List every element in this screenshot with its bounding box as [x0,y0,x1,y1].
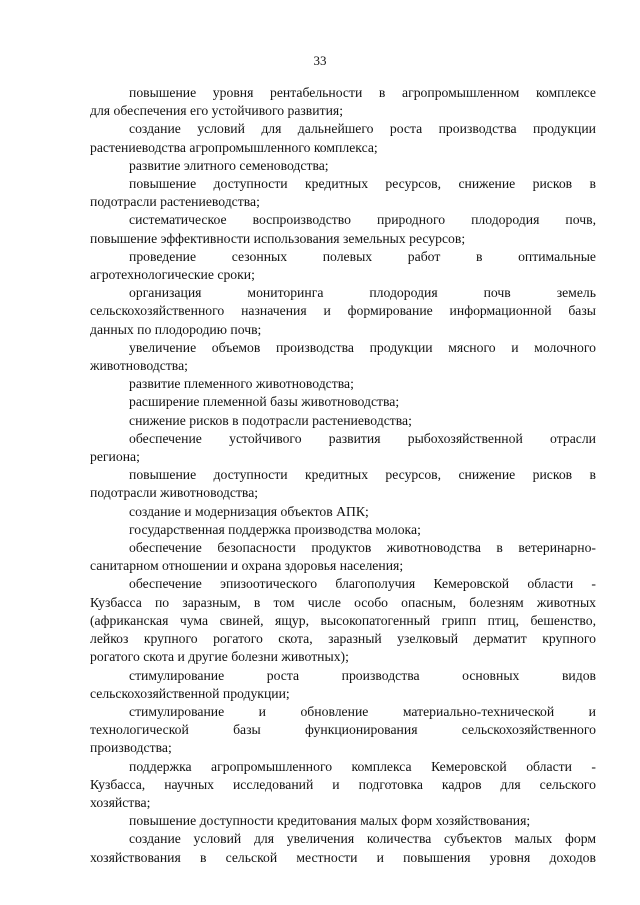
paragraph [90,521,596,539]
text-line: развитие племенного животноводства; [129,376,354,392]
text-line: рогатого скота и другие болезни животных); [90,649,349,665]
text-line: технологической базы функционирования сельскохозяйственного [90,722,596,738]
text-line: хозяйствования в сельской местности и повышения уровня доходов [90,849,596,865]
text-line: обеспечение безопасности продуктов животноводства в ветеринарно- [129,540,596,556]
text-line: увеличение объемов производства продукции мясного и молочного [129,339,596,355]
text-line: (африканская чума свиней, ящур, высокопатогенный грипп птиц, бешенство, [90,612,596,628]
text-line: проведение сезонных полевых работ в оптимальные [129,248,596,264]
text-line: стимулирование роста производства основных видов [129,667,596,683]
paragraph [90,539,596,575]
text-line: организация мониторинга плодородия почв земель [129,285,596,301]
text-line: стимулирование и обновление материально-технической и [129,703,596,719]
paragraph [90,175,596,211]
paragraph [90,703,596,758]
text-line: обеспечение устойчивого развития рыбохозяйственной отрасли [129,430,596,446]
text-line: поддержка агропромышленного комплекса Кемеровской области - [129,758,596,774]
text-line: подотрасли растениеводства; [90,194,260,210]
paragraph [90,466,596,502]
paragraph [90,248,596,284]
text-line: хозяйства; [90,794,151,810]
text-line: лейкоз крупного рогатого скота, заразный узелковый дерматит крупного [90,631,596,647]
text-line: для обеспечения его устойчивого развития; [90,103,343,119]
paragraph [90,375,596,393]
text-line: санитарном отношении и охрана здоровья населения; [90,558,404,574]
paragraph [90,284,596,339]
text-line: повышение эффективности использования земельных ресурсов; [90,230,466,246]
text-line: создание условий для увеличения количества субъектов малых форм [129,831,596,847]
text-line: подотрасли животноводства; [90,485,259,501]
paragraph [90,412,596,430]
text-line: обеспечение эпизоотического благополучия Кемеровской области - [129,576,596,592]
text-line: развитие элитного семеноводства; [129,157,329,173]
text-line: повышение уровня рентабельности в агропромышленном комплексе [129,85,596,100]
paragraph [90,157,596,175]
text-line: сельскохозяйственного назначения и формирование информационной базы [90,303,596,319]
paragraph [90,503,596,521]
text-line: расширение племенной базы животноводства; [129,394,400,410]
text-line: создание и модернизация объектов АПК; [129,503,369,519]
paragraph [90,84,596,120]
text-line: систематическое воспроизводство природного плодородия почв, [129,212,596,228]
text-line: создание условий для дальнейшего роста производства продукции [129,121,596,137]
text-line: данных по плодородию почв; [90,321,262,337]
paragraph [90,393,596,411]
paragraph [90,211,596,247]
text-line: сельскохозяйственной продукции; [90,685,290,701]
document-body [90,84,596,867]
paragraph [90,830,596,866]
paragraph [90,812,596,830]
paragraph [90,339,596,375]
text-line: региона; [90,449,140,465]
text-line: снижение рисков в подотрасли растениеводства; [129,412,412,428]
text-line: Кузбасса по заразным, в том числе особо опасным, болезням животных [90,594,596,610]
text-line: агротехнологические сроки; [90,267,255,283]
text-line: растениеводства агропромышленного комплекса; [90,139,378,155]
paragraph [90,575,596,666]
paragraph [90,667,596,703]
paragraph [90,430,596,466]
text-line: производства; [90,740,172,756]
paragraph [90,120,596,156]
text-line: повышение доступности кредитных ресурсов, снижение рисков в [129,176,596,192]
page-number: 33 [313,53,327,68]
text-line: повышение доступности кредитных ресурсов, снижение рисков в [129,467,596,483]
paragraph [90,758,596,813]
text-line: животноводства; [90,358,188,374]
text-line: повышение доступности кредитования малых форм хозяйствования; [129,813,531,829]
text-line: государственная поддержка производства молока; [129,521,421,537]
text-line: Кузбасса, научных исследований и подготовка кадров для сельского [90,776,596,792]
